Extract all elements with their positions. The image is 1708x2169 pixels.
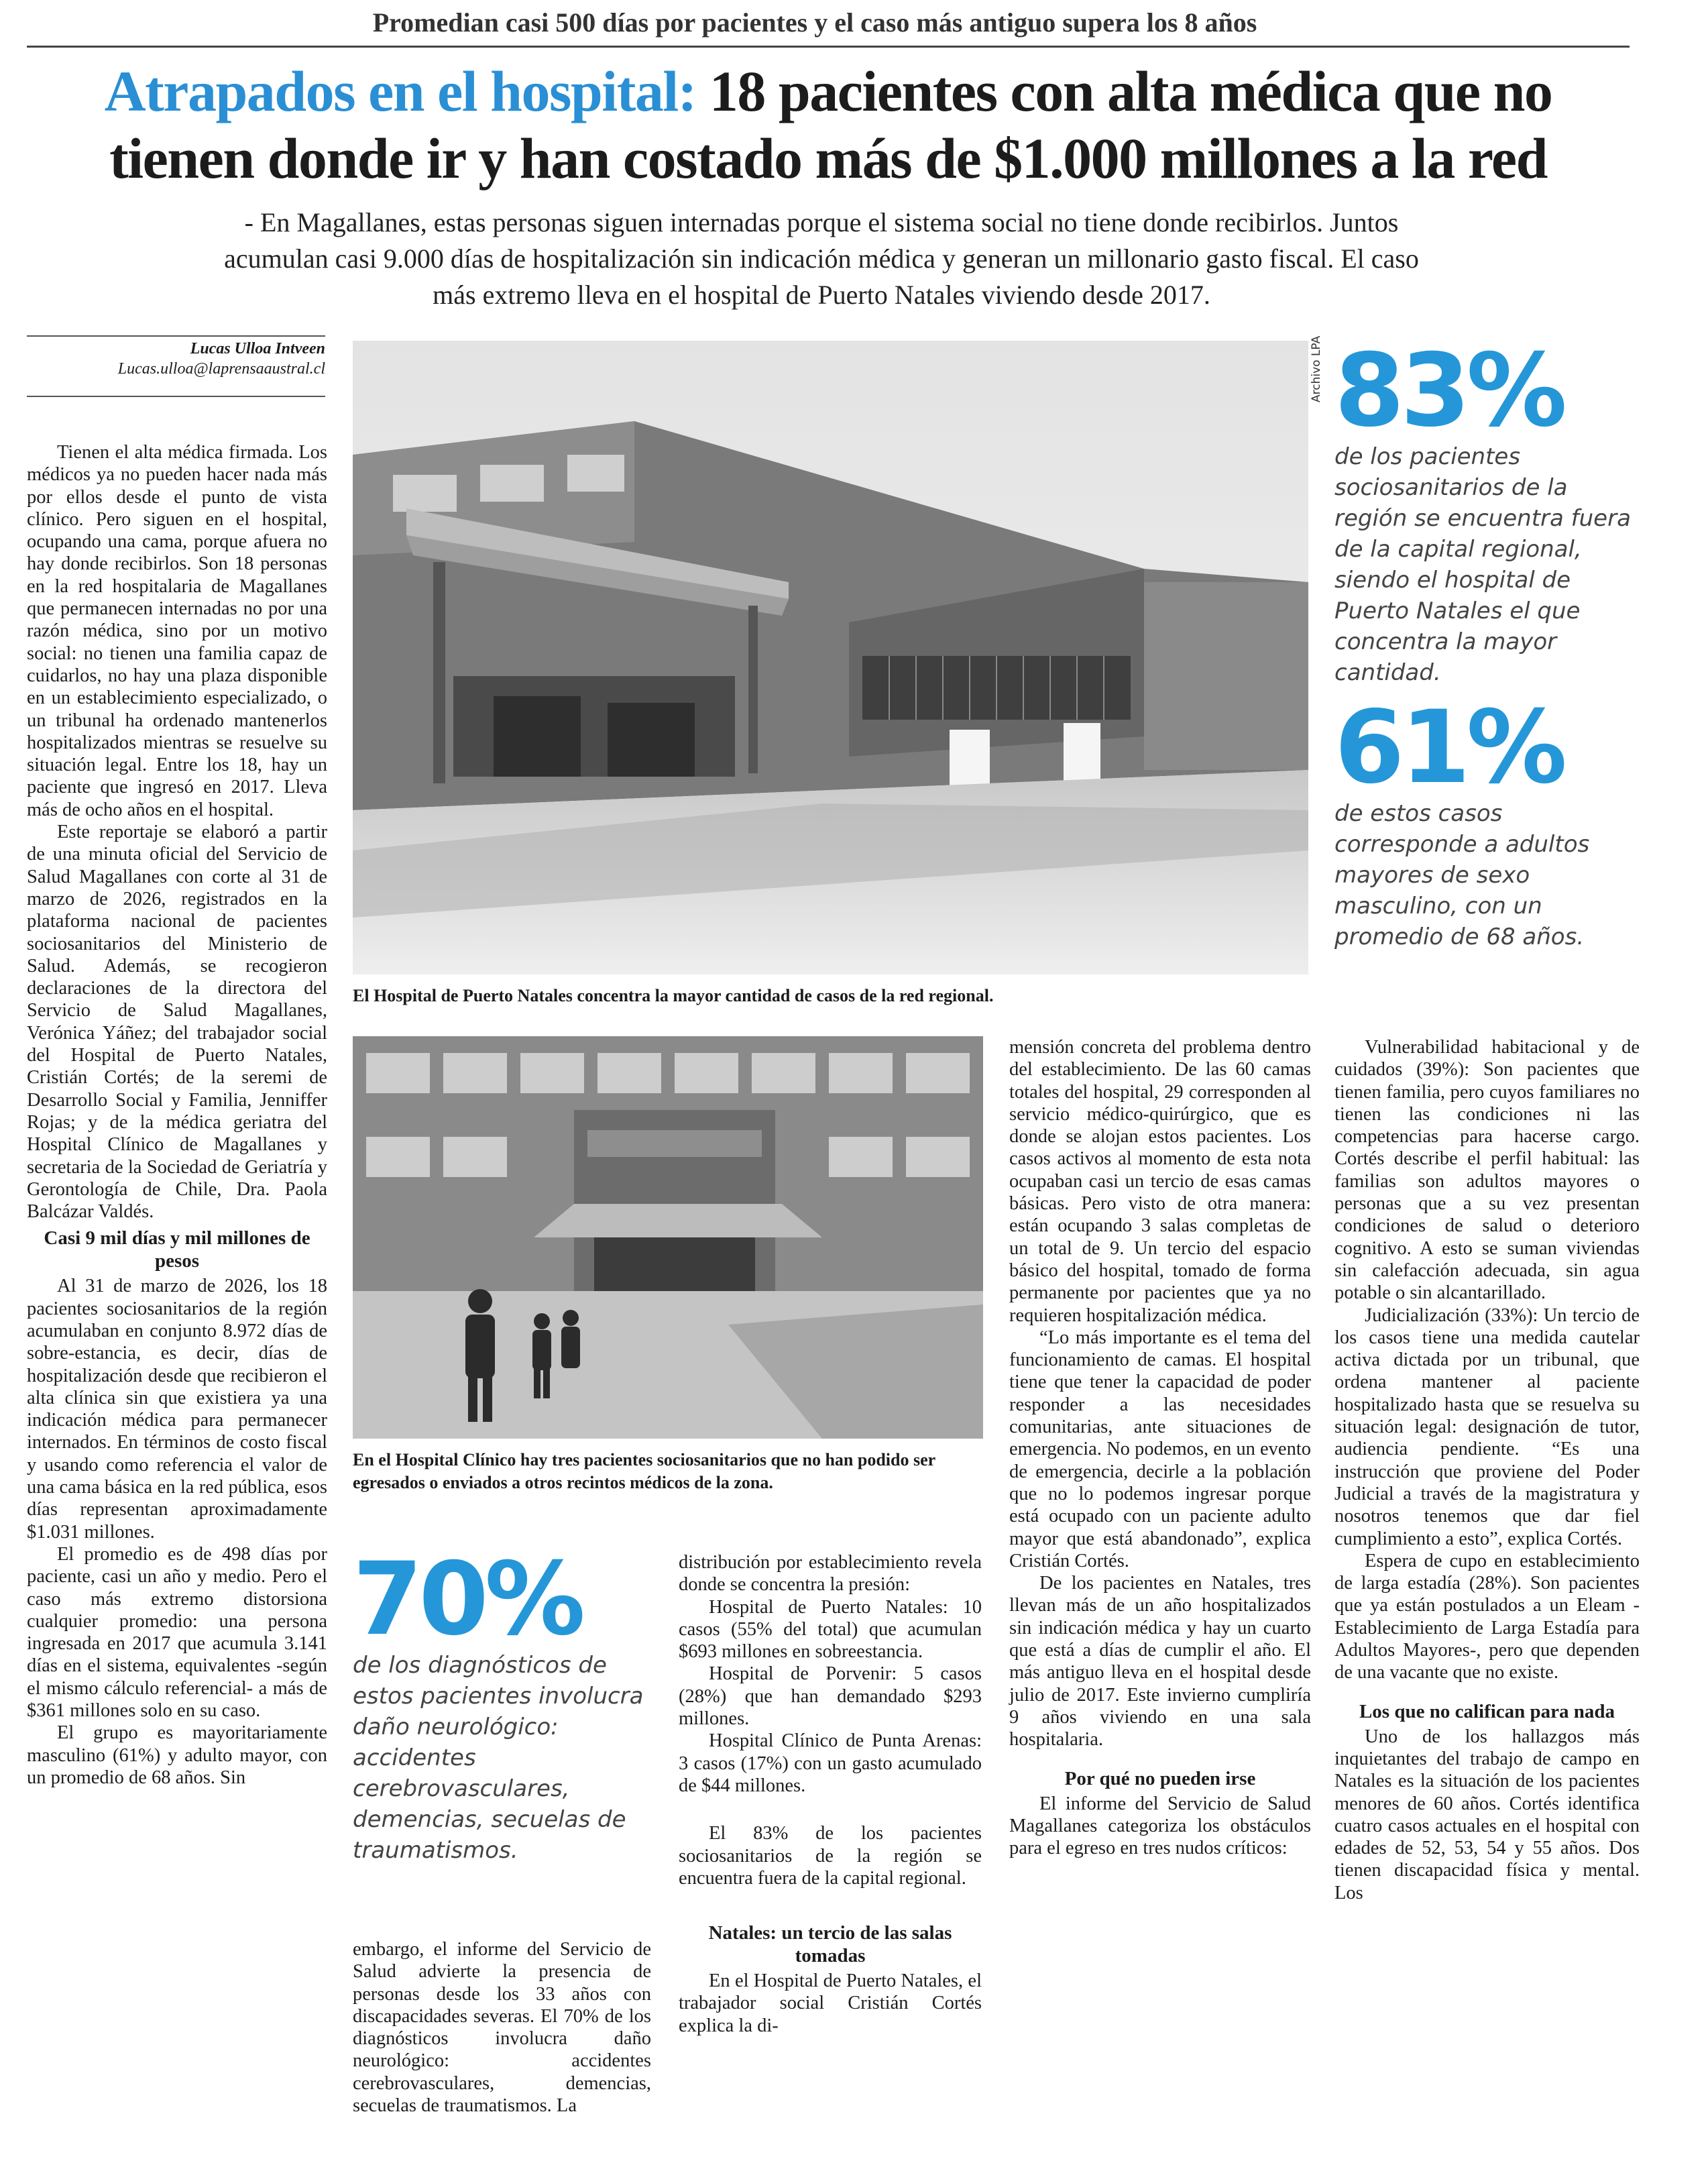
author-name: Lucas Ulloa Intveen (190, 340, 325, 357)
column-1 (27, 441, 327, 1789)
paragraph: Uno de los hallazgos más inquietantes del trabajo de campo en Natales es la situación de los pacientes menores de 60 años. Cortés identifica cuatro casos actuales en el hospital con edades de 52, 53, 54 y 55 años. Dos tienen discapacidad física y mental. Los (1334, 1726, 1640, 1903)
subheadline: - En Magallanes, estas personas siguen internadas porque el sistema social no tiene donde recibirlos. Juntos acumulan casi 9.000 días de hospitalización sin indicación médica y generan un millonario gasto fiscal. El caso más extremo lleva en el hospital de Puerto Natales viviendo desde 2017. (224, 207, 1419, 310)
stat-70-text: de los diagnósticos de estos pacientes involucra daño neurológico: accidentes cerebrovasculares, demencias, secuelas de traumatismos. (353, 1652, 644, 1864)
stat-70-value: 70% (353, 1541, 582, 1658)
kicker: Promedian casi 500 días por pacientes y el caso más antiguo supera los 8 años (372, 7, 1257, 38)
stat-70 (353, 1541, 651, 1866)
byline-rule-bottom (27, 396, 325, 397)
photo-credit: Archivo LPA (1310, 335, 1323, 402)
paragraph: Espera de cupo en establecimiento de larga estadía (28%). Son pacientes que ya están postulados a un Eleam -Establecimiento de Larga Estadía para Adultos Mayores-, pero que dependen de una vacante que no existe. (1334, 1550, 1640, 1683)
section-heading: Casi 9 mil días y mil millones de pesos (44, 1227, 310, 1272)
hospital-natales-photo (353, 341, 1308, 975)
paragraph: distribución por establecimiento revela donde se concentra la presión: (679, 1552, 982, 1596)
stat-83-value: 83% (1334, 333, 1564, 449)
top-rule (27, 46, 1630, 48)
paragraph: El informe del Servicio de Salud Magallanes categoriza los obstáculos para el egreso en tres nudos críticos: (1009, 1793, 1311, 1859)
paragraph: Tienen el alta médica firmada. Los médicos ya no pueden hacer nada más por ellos desde el punto de vista clínico. Pero siguen en el hospital, ocupando una cama, porque afuera no hay donde recibirlos. Son 18 personas en la red hospitalaria de Magallanes que permanecen internadas no por una razón médica, sino por un motivo social: no tienen una familia capaz de cuidarlos, no hay una plaza disponible en un establecimiento especializado, o un tribunal ha ordenado mantenerlos hospitalizados mientras se resuelve su situación legal. Entre los 18, hay un paciente que ingresó en 2017. Lleva más de ocho años en el hospital. (27, 442, 327, 820)
paragraph: embargo, el informe del Servicio de Salud advierte la presencia de personas desde los 33 años con discapacidades severas. El 70% de los diagnósticos involucra daño neurológico: accidentes cerebrovasculares, demencias, secuelas de traumatismos. La (353, 1939, 651, 2117)
stat-61-value: 61% (1334, 689, 1564, 806)
byline-rule-top (27, 335, 325, 337)
stat-61 (1334, 689, 1643, 952)
hospital-natales-illustration (353, 341, 1308, 975)
headline-lead: Atrapados en el hospital: (104, 59, 696, 123)
column-3 (679, 1551, 982, 2037)
hospital-clinico-illustration (353, 1036, 983, 1439)
column-5 (1334, 1036, 1640, 1904)
column-4 (1009, 1036, 1311, 1859)
byline (27, 339, 325, 379)
paragraph: mensión concreta del problema dentro del establecimiento. De las 60 camas totales del hospital, 29 corresponden al servicio médico-quirúrgico, que es donde se alojan estos pacientes. Los casos activos al momento de esta nota ocupaban casi un tercio de esas camas básicas. Pero visto de otra manera: están ocupando 3 salas completas de un total de 9. Un tercio del espacio básico del hospital, tomado de forma permanente por pacientes que ya no requieren hospitalización médica. (1009, 1037, 1311, 1326)
hospital-clinico-photo (353, 1036, 983, 1439)
paragraph: En el Hospital de Puerto Natales, el trabajador social Cristián Cortés explica la di- (679, 1970, 982, 2036)
author-email[interactable]: Lucas.ulloa@laprensaaustral.cl (117, 360, 325, 378)
stat-61-text: de estos casos corresponde a adultos mayores de sexo masculino, con un promedio de 68 años. (1334, 800, 1590, 950)
stat-83-text: de los pacientes sociosanitarios de la región se encuentra fuera de la capital regional, siendo el hospital de Puerto Natales el que concentra la mayor cantidad. (1334, 443, 1631, 686)
paragraph: Hospital de Porvenir: 5 casos (28%) que han demandado $293 millones. (679, 1663, 982, 1730)
paragraph: El promedio es de 498 días por paciente, casi un año y medio. Pero el caso más extremo distorsiona cualquier promedio: una persona ingresada en 2017 que acumula 3.141 días en el sistema, equivalentes -según el mismo cálculo referencial- a más de $361 millones solo en su caso. (27, 1543, 327, 1722)
paragraph: De los pacientes en Natales, tres llevan más de un año hospitalizados sin indicación médica y hay un cuarto que está a días de cumplir el año. El más antiguo lleva en el hospital desde julio de 2017. Este invierno cumpliría 9 años viviendo en una sala hospitalaria. (1009, 1573, 1311, 1750)
photo-caption: En el Hospital Clínico hay tres pacientes sociosanitarios que no han podido ser egresados o enviados a otros recintos médicos de la zona. (353, 1450, 935, 1492)
headline (27, 58, 1630, 192)
headline-rest: 18 pacientes con alta médica que no tienen donde ir y han costado más de $1.000 millones a la red (109, 59, 1552, 190)
column-2 (353, 1938, 651, 2117)
paragraph: Este reportaje se elaboró a partir de una minuta oficial del Servicio de Salud Magallanes con corte al 31 de marzo de 2026, registrados en la plataforma nacional de pacientes sociosanitarios del Ministerio de Salud. Además, se recogieron declaraciones de la directora del Servicio de Salud Magallanes, Verónica Yáñez; del trabajador social del Hospital de Puerto Natales, Cristián Cortés; de la seremi de Desarrollo Social y Familia, Jenniffer Rojas; y de la médica geriatra del Hospital Clínico de Magallanes y secretaria de la Sociedad de Geriatría y Gerontología de Chile, Dra. Paola Balcázar Valdés. (27, 822, 327, 1223)
paragraph: El grupo es mayoritariamente masculino (61%) y adulto mayor, con un promedio de 68 años. Sin (27, 1722, 327, 1788)
paragraph: “Lo más importante es el tema del funcionamiento de camas. El hospital tiene que tener la capacidad de poder responder a las necesidades comunitarias, ante situaciones de emergencia. No podemos, en un evento de emergencia, decirle a la población que no lo podemos ingresar porque está ocupado con un paciente adulto mayor que está abandonado”, explica Cristián Cortés. (1009, 1327, 1311, 1571)
stat-83 (1334, 333, 1643, 688)
paragraph: Hospital de Puerto Natales: 10 casos (55% del total) que acumulan $693 millones en sobreestancia. (679, 1596, 982, 1663)
section-heading: Por qué no pueden irse (1064, 1767, 1256, 1789)
section-heading: Los que no califican para nada (1359, 1700, 1615, 1722)
paragraph: Judicialización (33%): Un tercio de los casos tiene una medida cautelar activa dictada por un tribunal, que ordena mantener al paciente hospitalizado hasta que se resuelva su situación legal: designación de tutor, audiencia pendiente. “Es una instrucción que proviene del Poder Judicial a través de la magistratura y nosotros tenemos que dar fiel cumplimiento a esto”, explica Cortés. (1334, 1304, 1640, 1549)
paragraph: Vulnerabilidad habitacional y de cuidados (39%): Son pacientes que tienen familia, pero cuyos familiares no tienen las condiciones ni las competencias para hacerse cargo. Cortés describe el perfil habitual: las familias son adultos mayores o personas que a su vez presentan condiciones de salud o deterioro cognitivo. A esto se suman viviendas sin calefacción adecuada, sin agua potable o sin alcantarillado. (1334, 1037, 1640, 1304)
paragraph: Hospital Clínico de Punta Arenas: 3 casos (17%) con un gasto acumulado de $44 millones. (679, 1730, 982, 1796)
paragraph: Al 31 de marzo de 2026, los 18 pacientes sociosanitarios de la región acumulaban en conjunto 8.972 días de sobre-estancia, es decir, días de hospitalización desde que recibieron el alta clínica sin que existiera ya una indicación médica para permanecer internados. En términos de costo fiscal y usando como referencia el valor de una cama básica en la red pública, esos días representan aproximadamente $1.031 millones. (27, 1276, 327, 1543)
photo-caption: El Hospital de Puerto Natales concentra la mayor cantidad de casos de la red regional. (353, 986, 994, 1005)
paragraph: El 83% de los pacientes sociosanitarios de la región se encuentra fuera de la capital regional. (679, 1823, 982, 1889)
section-heading: Natales: un tercio de las salas tomadas (708, 1922, 952, 1967)
